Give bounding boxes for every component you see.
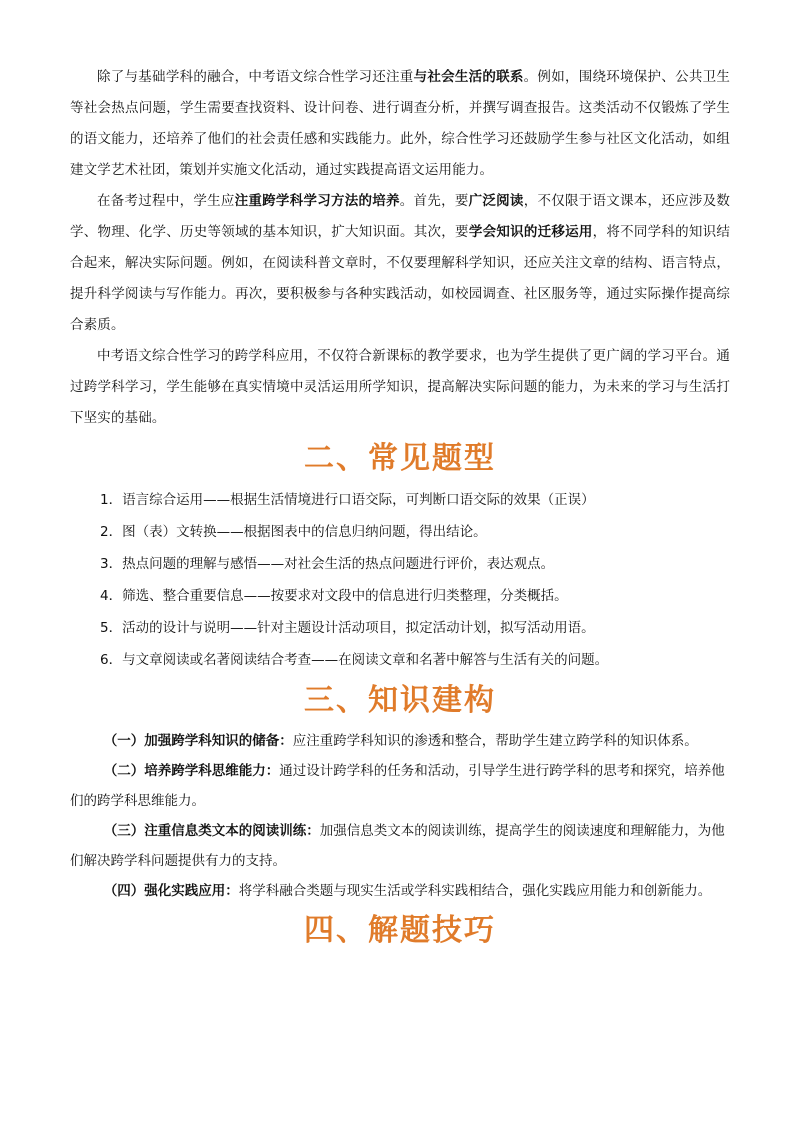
knowledge-item-text: 应注重跨学科知识的渗透和整合，帮助学生建立跨学科的知识体系。	[292, 733, 698, 749]
knowledge-item	[70, 756, 730, 816]
knowledge-item	[70, 816, 730, 876]
emphasis-text: 与社会生活的联系	[413, 69, 524, 85]
paragraph-study-methods	[70, 186, 730, 341]
body-text: ，不仅限于语文课本，还应涉及数学、物理、化学、历史等领域的基本知识，扩大知识面。其次，要	[70, 193, 731, 240]
list-item: 6．与文章阅读或名著阅读结合考查——在阅读文章和名著中解答与生活有关的问题。	[100, 652, 609, 668]
list-item: 1．语言综合运用——根据生活情境进行口语交际，可判断口语交际的效果（正误）	[100, 492, 595, 508]
emphasis-text: 学会知识的迁移运用	[468, 224, 593, 240]
knowledge-item-lead: （四）强化实践应用：	[103, 883, 239, 899]
knowledge-item-lead: （三）注重信息类文本的阅读训练：	[103, 823, 320, 839]
knowledge-item-text: 加强信息类文本的阅读训练，提高学生的阅读速度和理解能力，为他们解决跨学科问题提供有力的支持。	[70, 823, 725, 869]
paragraph-social-life	[70, 62, 730, 186]
emphasis-text: 注重跨学科学习方法的培养	[234, 193, 400, 209]
knowledge-item	[70, 876, 730, 906]
question-types-list	[70, 484, 730, 676]
body-text: ，将不同学科的知识结合起来，解决实际问题。例如，在阅读科普文章时，不仅要理解科学知识，还应关注文章的结构、语言特点，提升科学阅读与写作能力。再次，要积极参与各种实践活动，如校园调查、社区服务等，通过实际操作提高综合素质。	[70, 224, 730, 333]
list-item: 2．图（表）文转换——根据图表中的信息归纳问题，得出结论。	[100, 524, 487, 540]
knowledge-list	[70, 726, 730, 906]
section-heading-solving-techniques: 四、解题技巧	[304, 913, 496, 948]
knowledge-item-text: 将学科融合类题与现实生活或学科实践相结合，强化实践应用能力和创新能力。	[238, 883, 712, 899]
section-heading-knowledge-construction: 三、知识建构	[304, 683, 496, 718]
knowledge-item-text: 通过设计跨学科的任务和活动，引导学生进行跨学科的思考和探究，培养他们的跨学科思维能力。	[70, 763, 725, 809]
emphasis-text: 广泛阅读	[468, 193, 524, 209]
body-text: 。首先，要	[399, 193, 469, 209]
body-text: 除了与基础学科的融合，中考语文综合性学习还注重	[97, 69, 414, 85]
body-text: 中考语文综合性学习的跨学科应用，不仅符合新课标的教学要求，也为学生提供了更广阔的学习平台。通过跨学科学习，学生能够在真实情境中灵活运用所学知识，提高解决实际问题的能力，为未来的学习与生活打下坚实的基础。	[70, 348, 730, 426]
section-heading-question-types: 二、常见题型	[304, 441, 496, 476]
list-item: 3．热点问题的理解与感悟——对社会生活的热点问题进行评价，表达观点。	[100, 556, 555, 572]
knowledge-item	[70, 726, 730, 756]
list-item: 5．活动的设计与说明——针对主题设计活动项目，拟定活动计划，拟写活动用语。	[100, 620, 595, 636]
knowledge-item-lead: （一）加强跨学科知识的储备：	[103, 733, 293, 749]
paragraph-conclusion	[70, 341, 730, 434]
document-content	[70, 62, 730, 956]
body-text: 。例如，围绕环境保护、公共卫生等社会热点问题，学生需要查找资料、设计问卷、进行调查分析，并撰写调查报告。这类活动不仅锻炼了学生的语文能力，还培养了他们的社会责任感和实践能力。此外，综合性学习还鼓励学生参与社区文化活动，如组建文学艺术社团，策划并实施文化活动，通过实践提高语文运用能力。	[70, 69, 731, 178]
list-item: 4．筛选、整合重要信息——按要求对文段中的信息进行归类整理，分类概括。	[100, 588, 568, 604]
body-text: 在备考过程中，学生应	[97, 193, 235, 209]
knowledge-item-lead: （二）培养跨学科思维能力：	[103, 763, 280, 779]
